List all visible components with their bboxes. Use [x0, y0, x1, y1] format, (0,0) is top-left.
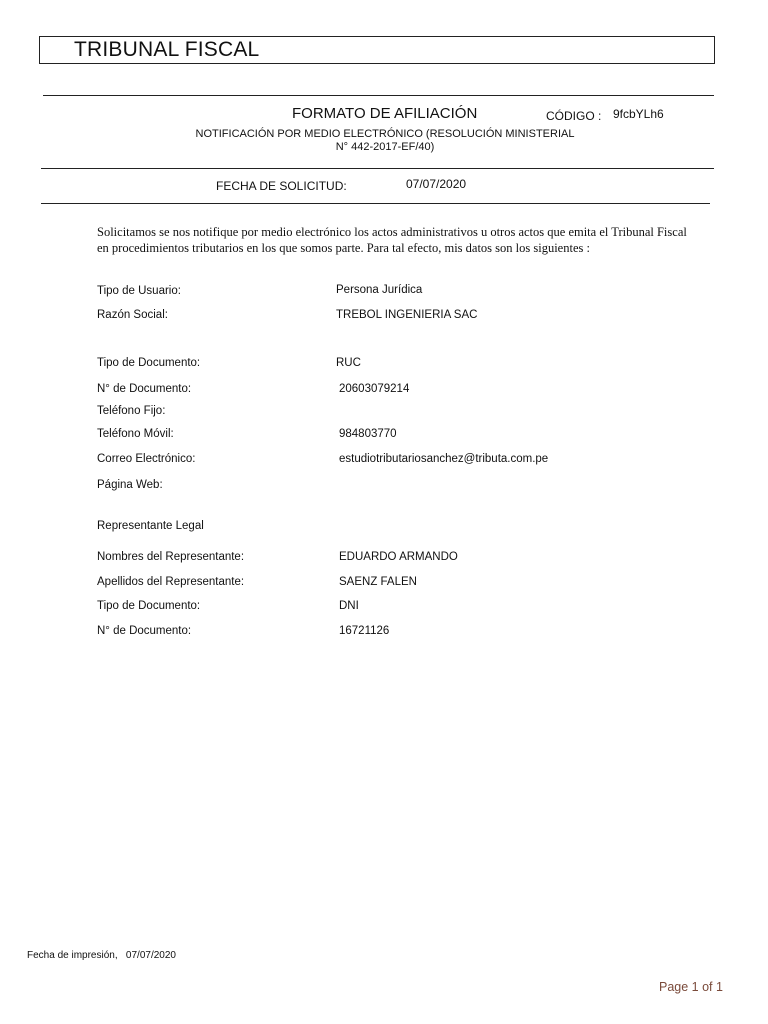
divider-top — [43, 95, 714, 96]
email-label: Correo Electrónico: — [97, 453, 196, 465]
rep-names-label: Nombres del Representante: — [97, 551, 245, 563]
page-number: Page 1 of 1 — [659, 980, 723, 994]
email-value: estudiotributariosanchez@tributa.com.pe — [339, 453, 549, 465]
user-type-label: Tipo de Usuario: — [97, 285, 181, 297]
form-title: FORMATO DE AFILIACIÓN — [292, 105, 478, 122]
phone-label: Teléfono Fijo: — [97, 405, 166, 417]
code-label: CÓDIGO : — [546, 109, 602, 123]
company-name-label: Razón Social: — [97, 309, 168, 321]
rep-doc-number-label: N° de Documento: — [97, 625, 192, 637]
divider-mid — [41, 168, 714, 169]
doc-type-label: Tipo de Documento: — [97, 357, 201, 369]
company-name-value: TREBOL INGENIERIA SAC — [336, 309, 478, 321]
rep-doc-type-label: Tipo de Documento: — [97, 600, 201, 612]
doc-number-value: 20603079214 — [339, 383, 410, 395]
intro-paragraph: Solicitamos se nos notifique por medio electrónico los actos administrativos u otros actos que emita el Tribunal Fiscal en procedimientos tributarios en los que somos parte. Para tal efecto, mis datos son los siguientes : — [97, 225, 687, 255]
print-date: Fecha de impresión, 07/07/2020 — [27, 950, 176, 961]
mobile-label: Teléfono Móvil: — [97, 428, 174, 440]
subtitle-line-1: NOTIFICACIÓN POR MEDIO ELECTRÓNICO (RESOLUCIÓN MINISTERIAL — [195, 128, 575, 140]
rep-names-value: EDUARDO ARMANDO — [339, 551, 458, 563]
divider-bottom — [41, 203, 710, 204]
doc-number-label: N° de Documento: — [97, 383, 192, 395]
mobile-value: 984803770 — [339, 428, 397, 440]
website-label: Página Web: — [97, 479, 163, 491]
rep-surnames-value: SAENZ FALEN — [339, 576, 417, 588]
rep-surnames-label: Apellidos del Representante: — [97, 576, 245, 588]
user-type-value: Persona Jurídica — [336, 284, 423, 296]
header-title-box — [39, 36, 715, 64]
doc-type-value: RUC — [336, 357, 361, 369]
form-subtitle — [160, 128, 610, 154]
rep-doc-type-value: DNI — [339, 600, 359, 612]
rep-doc-number-value: 16721126 — [339, 625, 390, 637]
code-value: 9fcbYLh6 — [613, 107, 664, 121]
request-date-label: FECHA DE SOLICITUD: — [216, 179, 347, 193]
request-date-value: 07/07/2020 — [406, 177, 467, 191]
institution-title: TRIBUNAL FISCAL — [74, 38, 260, 61]
representative-section-title: Representante Legal — [97, 520, 204, 532]
subtitle-line-2: N° 442-2017-EF/40) — [335, 141, 435, 153]
